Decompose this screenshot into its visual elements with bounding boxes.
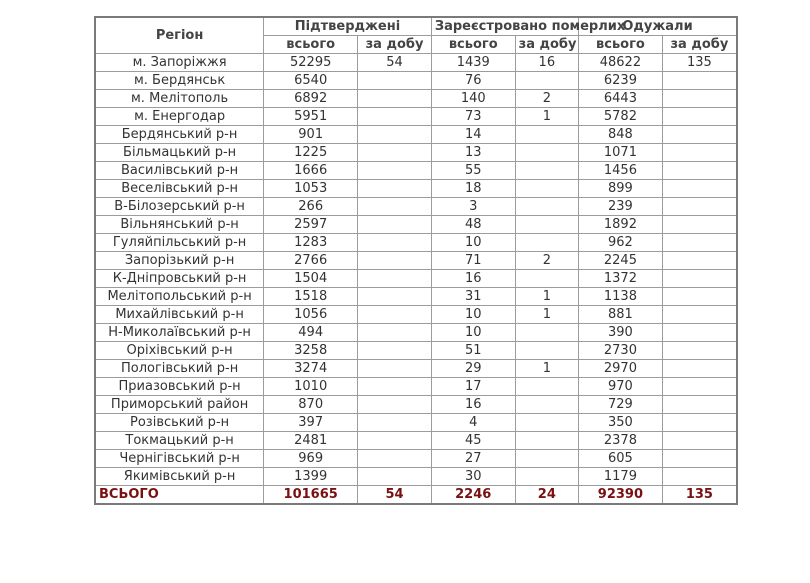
confirmed-day-cell	[358, 270, 432, 288]
recovered-total-cell: 2970	[579, 360, 663, 378]
confirmed-day-cell	[358, 198, 432, 216]
deaths-total-cell: 73	[431, 108, 515, 126]
confirmed-total-cell: 2766	[264, 252, 358, 270]
confirmed-day-cell	[358, 252, 432, 270]
confirmed-total-cell: 3274	[264, 360, 358, 378]
deaths-day-cell	[515, 468, 578, 486]
recovered-total-cell: 5782	[579, 108, 663, 126]
confirmed-day-cell	[358, 306, 432, 324]
table-row	[95, 414, 737, 432]
confirmed-total-cell: 1056	[264, 306, 358, 324]
header-deaths-total: всього	[431, 36, 515, 54]
deaths-day-cell	[515, 126, 578, 144]
recovered-day-cell	[662, 450, 737, 468]
deaths-day-cell	[515, 414, 578, 432]
header-recovered: Одужали	[579, 17, 737, 36]
recovered-day-cell	[662, 306, 737, 324]
recovered-total-cell: 2378	[579, 432, 663, 450]
total-recovered-day: 135	[662, 486, 737, 505]
recovered-day-cell	[662, 198, 737, 216]
recovered-total-cell: 2730	[579, 342, 663, 360]
recovered-total-cell: 1456	[579, 162, 663, 180]
table-row	[95, 180, 737, 198]
recovered-total-cell: 6239	[579, 72, 663, 90]
confirmed-total-cell: 1399	[264, 468, 358, 486]
deaths-day-cell	[515, 234, 578, 252]
table-row	[95, 288, 737, 306]
recovered-total-cell: 390	[579, 324, 663, 342]
header-confirmed-total: всього	[264, 36, 358, 54]
confirmed-day-cell	[358, 288, 432, 306]
confirmed-day-cell	[358, 126, 432, 144]
confirmed-day-cell	[358, 144, 432, 162]
recovered-total-cell: 239	[579, 198, 663, 216]
table-row	[95, 252, 737, 270]
region-cell: Н-Миколаївський р-н	[95, 324, 264, 342]
recovered-day-cell	[662, 72, 737, 90]
recovered-total-cell: 605	[579, 450, 663, 468]
table-row	[95, 360, 737, 378]
recovered-day-cell: 135	[662, 54, 737, 72]
region-cell: Запорізький р-н	[95, 252, 264, 270]
confirmed-total-cell: 1518	[264, 288, 358, 306]
header-deaths-day: за добу	[515, 36, 578, 54]
confirmed-total-cell: 5951	[264, 108, 358, 126]
recovered-total-cell: 1138	[579, 288, 663, 306]
recovered-day-cell	[662, 216, 737, 234]
table-row	[95, 270, 737, 288]
header-row-groups	[95, 17, 737, 36]
recovered-day-cell	[662, 378, 737, 396]
recovered-total-cell: 2245	[579, 252, 663, 270]
table-row	[95, 90, 737, 108]
confirmed-day-cell	[358, 450, 432, 468]
table-body	[95, 54, 737, 505]
confirmed-total-cell: 52295	[264, 54, 358, 72]
total-deaths-day: 24	[515, 486, 578, 505]
table-row	[95, 144, 737, 162]
deaths-day-cell	[515, 216, 578, 234]
deaths-total-cell: 71	[431, 252, 515, 270]
deaths-total-cell: 51	[431, 342, 515, 360]
total-confirmed: 101665	[264, 486, 358, 505]
header-recovered-day: за добу	[662, 36, 737, 54]
deaths-day-cell	[515, 378, 578, 396]
recovered-total-cell: 48622	[579, 54, 663, 72]
region-cell: В-Білозерський р-н	[95, 198, 264, 216]
deaths-total-cell: 16	[431, 396, 515, 414]
deaths-total-cell: 48	[431, 216, 515, 234]
deaths-day-cell	[515, 324, 578, 342]
region-cell: К-Дніпровський р-н	[95, 270, 264, 288]
deaths-total-cell: 18	[431, 180, 515, 198]
recovered-day-cell	[662, 288, 737, 306]
region-cell: Чернігівський р-н	[95, 450, 264, 468]
confirmed-day-cell	[358, 468, 432, 486]
region-cell: Приморський район	[95, 396, 264, 414]
header-confirmed-day: за добу	[358, 36, 432, 54]
recovered-day-cell	[662, 180, 737, 198]
table-row	[95, 234, 737, 252]
table-row	[95, 54, 737, 72]
deaths-total-cell: 10	[431, 324, 515, 342]
table-row	[95, 162, 737, 180]
recovered-day-cell	[662, 270, 737, 288]
recovered-day-cell	[662, 414, 737, 432]
deaths-day-cell	[515, 342, 578, 360]
confirmed-day-cell	[358, 414, 432, 432]
confirmed-day-cell	[358, 396, 432, 414]
confirmed-total-cell: 870	[264, 396, 358, 414]
recovered-total-cell: 1372	[579, 270, 663, 288]
total-label: ВСЬОГО	[95, 486, 264, 505]
recovered-total-cell: 962	[579, 234, 663, 252]
region-cell: Гуляйпільський р-н	[95, 234, 264, 252]
confirmed-day-cell	[358, 216, 432, 234]
recovered-total-cell: 899	[579, 180, 663, 198]
confirmed-total-cell: 397	[264, 414, 358, 432]
deaths-day-cell: 1	[515, 108, 578, 126]
recovered-day-cell	[662, 324, 737, 342]
table-row	[95, 126, 737, 144]
recovered-total-cell: 970	[579, 378, 663, 396]
region-cell: Приазовський р-н	[95, 378, 264, 396]
deaths-total-cell: 14	[431, 126, 515, 144]
confirmed-day-cell	[358, 360, 432, 378]
deaths-total-cell: 140	[431, 90, 515, 108]
region-cell: Токмацький р-н	[95, 432, 264, 450]
confirmed-day-cell	[358, 432, 432, 450]
deaths-day-cell	[515, 450, 578, 468]
deaths-total-cell: 30	[431, 468, 515, 486]
deaths-total-cell: 10	[431, 306, 515, 324]
confirmed-total-cell: 1666	[264, 162, 358, 180]
deaths-day-cell	[515, 144, 578, 162]
deaths-total-cell: 10	[431, 234, 515, 252]
region-cell: м. Енергодар	[95, 108, 264, 126]
table-row	[95, 198, 737, 216]
table-row	[95, 72, 737, 90]
deaths-total-cell: 4	[431, 414, 515, 432]
recovered-total-cell: 6443	[579, 90, 663, 108]
region-cell: Михайлівський р-н	[95, 306, 264, 324]
deaths-total-cell: 29	[431, 360, 515, 378]
region-cell: Якимівський р-н	[95, 468, 264, 486]
total-deaths: 2246	[431, 486, 515, 505]
total-confirmed-day: 54	[358, 486, 432, 505]
deaths-total-cell: 76	[431, 72, 515, 90]
deaths-day-cell: 2	[515, 252, 578, 270]
region-cell: Більмацький р-н	[95, 144, 264, 162]
confirmed-total-cell: 3258	[264, 342, 358, 360]
confirmed-day-cell	[358, 90, 432, 108]
confirmed-day-cell	[358, 342, 432, 360]
region-cell: Веселівський р-н	[95, 180, 264, 198]
table-row	[95, 324, 737, 342]
header-recovered-total: всього	[579, 36, 663, 54]
deaths-total-cell: 13	[431, 144, 515, 162]
confirmed-day-cell	[358, 378, 432, 396]
recovered-day-cell	[662, 144, 737, 162]
confirmed-total-cell: 266	[264, 198, 358, 216]
recovered-day-cell	[662, 108, 737, 126]
table-row	[95, 396, 737, 414]
recovered-day-cell	[662, 234, 737, 252]
recovered-total-cell: 729	[579, 396, 663, 414]
header-deaths: Зареєстровано померлих	[431, 17, 578, 36]
deaths-day-cell	[515, 162, 578, 180]
recovered-day-cell	[662, 342, 737, 360]
confirmed-total-cell: 969	[264, 450, 358, 468]
confirmed-total-cell: 1010	[264, 378, 358, 396]
table-row	[95, 306, 737, 324]
confirmed-total-cell: 2481	[264, 432, 358, 450]
confirmed-total-cell: 1504	[264, 270, 358, 288]
recovered-total-cell: 350	[579, 414, 663, 432]
confirmed-total-cell: 494	[264, 324, 358, 342]
recovered-total-cell: 881	[579, 306, 663, 324]
table-row	[95, 450, 737, 468]
confirmed-day-cell	[358, 108, 432, 126]
total-recovered: 92390	[579, 486, 663, 505]
deaths-total-cell: 3	[431, 198, 515, 216]
table-row	[95, 378, 737, 396]
covid-stats-table	[94, 16, 738, 505]
confirmed-day-cell	[358, 72, 432, 90]
deaths-day-cell: 16	[515, 54, 578, 72]
recovered-day-cell	[662, 360, 737, 378]
confirmed-total-cell: 1053	[264, 180, 358, 198]
confirmed-day-cell	[358, 180, 432, 198]
header-confirmed: Підтверджені	[264, 17, 432, 36]
recovered-day-cell	[662, 252, 737, 270]
region-cell: м. Бердянськ	[95, 72, 264, 90]
confirmed-total-cell: 901	[264, 126, 358, 144]
confirmed-day-cell: 54	[358, 54, 432, 72]
region-cell: Мелітопольський р-н	[95, 288, 264, 306]
region-cell: Пологівський р-н	[95, 360, 264, 378]
region-cell: Бердянський р-н	[95, 126, 264, 144]
deaths-total-cell: 55	[431, 162, 515, 180]
table-row	[95, 108, 737, 126]
confirmed-day-cell	[358, 162, 432, 180]
confirmed-total-cell: 1225	[264, 144, 358, 162]
deaths-day-cell	[515, 396, 578, 414]
deaths-day-cell	[515, 432, 578, 450]
region-cell: м. Мелітополь	[95, 90, 264, 108]
region-cell: Василівський р-н	[95, 162, 264, 180]
deaths-total-cell: 27	[431, 450, 515, 468]
confirmed-total-cell: 6892	[264, 90, 358, 108]
confirmed-day-cell	[358, 234, 432, 252]
deaths-total-cell: 31	[431, 288, 515, 306]
recovered-day-cell	[662, 432, 737, 450]
table-row	[95, 432, 737, 450]
deaths-day-cell	[515, 72, 578, 90]
table-row	[95, 342, 737, 360]
header-region: Регіон	[95, 17, 264, 54]
region-cell: Розівський р-н	[95, 414, 264, 432]
recovered-day-cell	[662, 126, 737, 144]
table-row	[95, 216, 737, 234]
deaths-day-cell	[515, 270, 578, 288]
deaths-total-cell: 45	[431, 432, 515, 450]
deaths-day-cell	[515, 198, 578, 216]
table-row	[95, 468, 737, 486]
recovered-day-cell	[662, 162, 737, 180]
recovered-day-cell	[662, 468, 737, 486]
confirmed-total-cell: 1283	[264, 234, 358, 252]
recovered-total-cell: 1892	[579, 216, 663, 234]
deaths-day-cell: 1	[515, 288, 578, 306]
deaths-total-cell: 17	[431, 378, 515, 396]
deaths-total-cell: 16	[431, 270, 515, 288]
recovered-total-cell: 1179	[579, 468, 663, 486]
confirmed-total-cell: 6540	[264, 72, 358, 90]
deaths-day-cell: 2	[515, 90, 578, 108]
total-row	[95, 486, 737, 505]
deaths-total-cell: 1439	[431, 54, 515, 72]
recovered-day-cell	[662, 396, 737, 414]
region-cell: Оріхівський р-н	[95, 342, 264, 360]
table-header	[95, 17, 737, 54]
confirmed-day-cell	[358, 324, 432, 342]
confirmed-total-cell: 2597	[264, 216, 358, 234]
deaths-day-cell: 1	[515, 360, 578, 378]
recovered-total-cell: 848	[579, 126, 663, 144]
deaths-day-cell: 1	[515, 306, 578, 324]
recovered-day-cell	[662, 90, 737, 108]
deaths-day-cell	[515, 180, 578, 198]
recovered-total-cell: 1071	[579, 144, 663, 162]
region-cell: м. Запоріжжя	[95, 54, 264, 72]
region-cell: Вільнянський р-н	[95, 216, 264, 234]
